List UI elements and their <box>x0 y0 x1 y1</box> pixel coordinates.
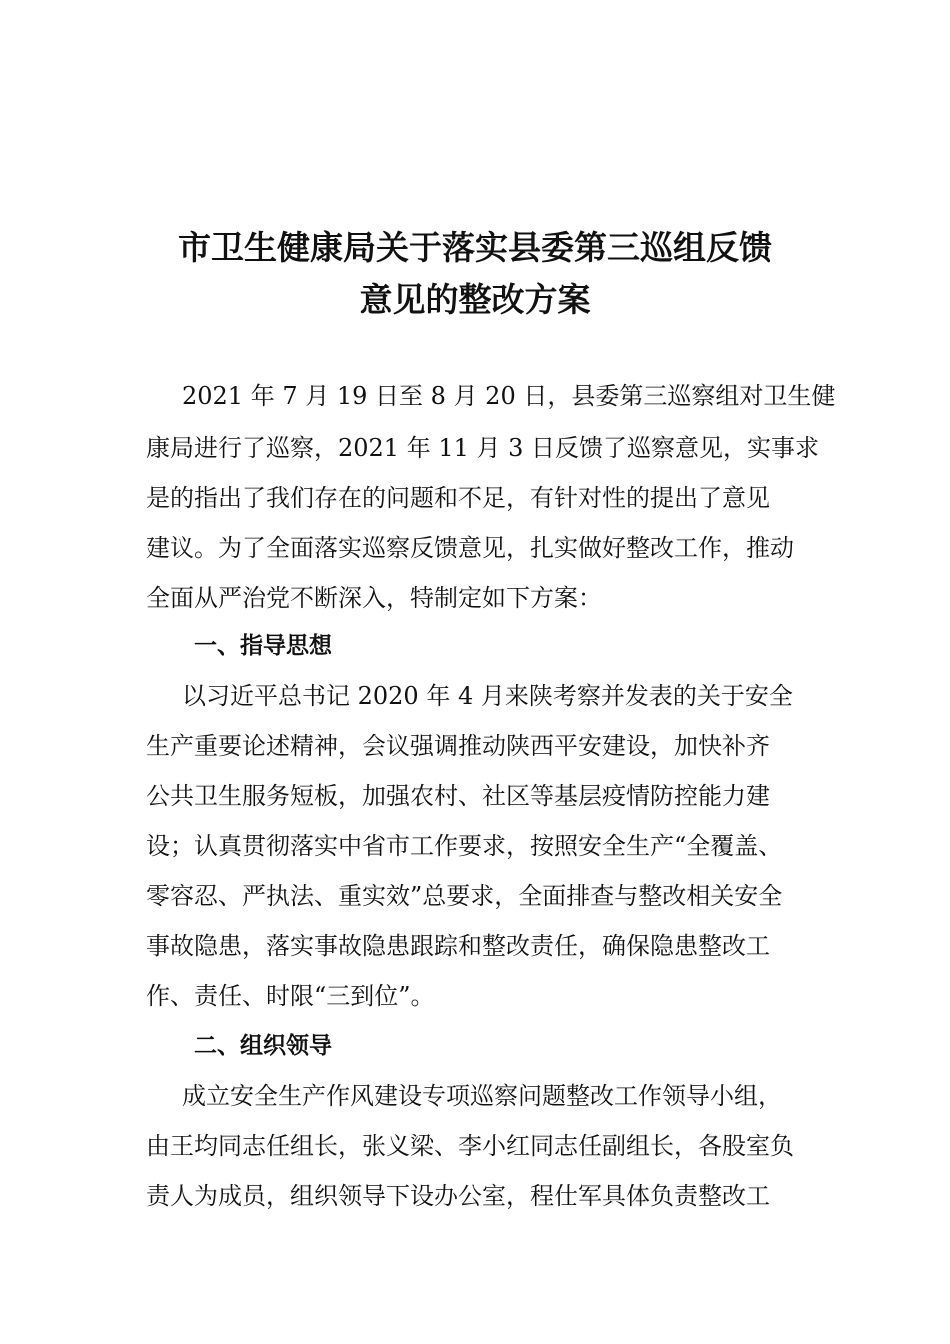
paragraph-2-line-3: 公共卫生服务短板，加强农村、社区等基层疫情防控能力建 <box>146 782 770 810</box>
paragraph-1-line-4: 建议。为了全面落实巡察反馈意见，扎实做好整改工作，推动 <box>146 534 794 562</box>
paragraph-2-line-1: 以习近平总书记 2020 年 4 月来陕考察并发表的关于安全 <box>182 682 793 710</box>
section-heading-organization-leadership: 二、组织领导 <box>194 1033 332 1059</box>
paragraph-3-line-3: 责人为成员，组织领导下设办公室，程仕军具体负责整改工 <box>146 1182 770 1210</box>
paragraph-3-line-1: 成立安全生产作风建设专项巡察问题整改工作领导小组， <box>182 1082 782 1110</box>
paragraph-2-line-7: 作、责任、时限“三到位”。 <box>146 982 435 1010</box>
paragraph-2-line-4: 设；认真贯彻落实中省市工作要求，按照安全生产“全覆盖、 <box>146 832 783 860</box>
paragraph-1-line-1: 2021 年 7 月 19 日至 8 月 20 日，县委第三巡察组对卫生健 <box>182 382 836 410</box>
document-title <box>0 222 950 326</box>
paragraph-1-line-2: 康局进行了巡察，2021 年 11 月 3 日反馈了巡察意见，实事求 <box>146 434 820 462</box>
paragraph-3-line-2: 由王均同志任组长，张义梁、李小红同志任副组长，各股室负 <box>146 1132 794 1160</box>
paragraph-2-line-2: 生产重要论述精神，会议强调推动陕西平安建设，加快补齐 <box>146 732 770 760</box>
paragraph-1-line-3: 是的指出了我们存在的问题和不足，有针对性的提出了意见 <box>146 484 770 512</box>
section-heading-guiding-ideology: 一、指导思想 <box>194 633 332 659</box>
title-line-1: 市卫生健康局关于落实县委第三巡组反馈 <box>178 228 772 267</box>
title-line-2: 意见的整改方案 <box>359 280 591 319</box>
paragraph-2-line-5: 零容忍、严执法、重实效”总要求，全面排查与整改相关安全 <box>146 882 783 910</box>
paragraph-1-line-5: 全面从严治党不断深入，特制定如下方案： <box>146 584 602 612</box>
paragraph-2-line-6: 事故隐患，落实事故隐患跟踪和整改责任，确保隐患整改工 <box>146 932 770 960</box>
